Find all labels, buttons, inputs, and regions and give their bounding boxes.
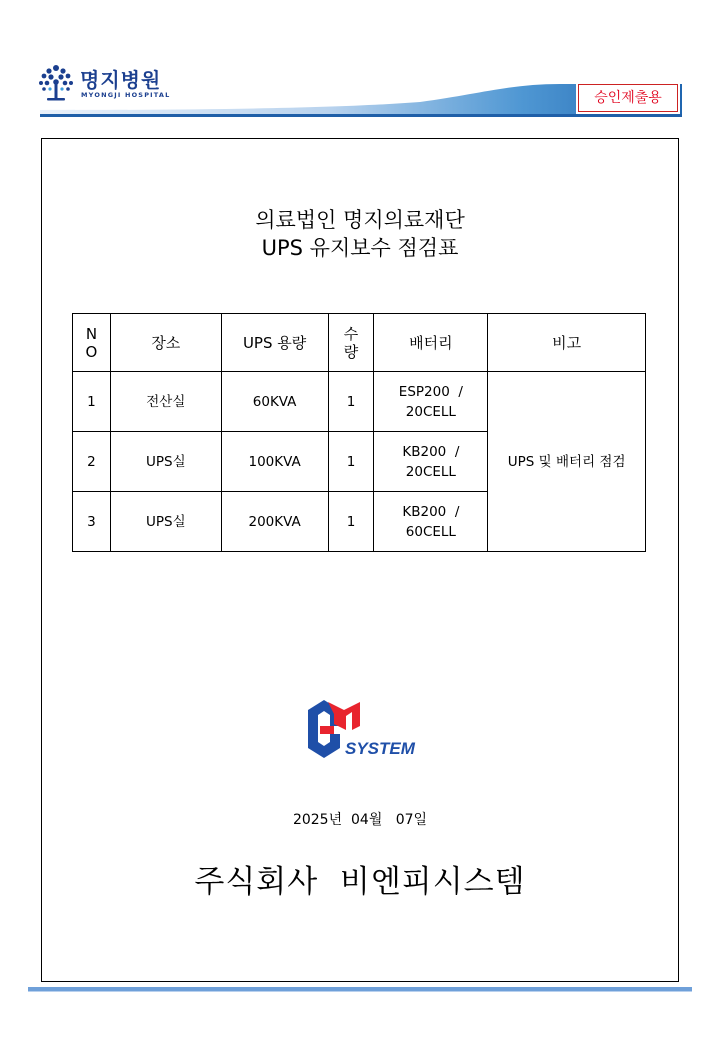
document-title-line1: 의료법인 명지의료재단 [255, 208, 465, 232]
cell-quantity: 1 [328, 372, 374, 432]
footer-divider-light [28, 991, 692, 992]
cell-no: 3 [73, 492, 111, 552]
header-location: 장소 [110, 314, 221, 372]
battery-model: KB200 / [402, 503, 460, 520]
cell-no: 2 [73, 432, 111, 492]
hospital-name: 명지병원 [80, 68, 162, 92]
bnp-logo-text: SYSTEM [345, 739, 415, 758]
battery-cells: 20CELL [405, 403, 456, 420]
header-remark: 비고 [488, 314, 646, 372]
cell-remark: UPS 및 배터리 점검 [488, 372, 646, 552]
battery-cells: 60CELL [405, 523, 456, 540]
ups-inspection-table [72, 313, 646, 552]
header-ups-capacity: UPS 용량 [221, 314, 328, 372]
cell-location: UPS실 [110, 432, 221, 492]
table-row [73, 372, 646, 432]
battery-model: KB200 / [402, 443, 460, 460]
cell-battery [374, 432, 488, 492]
document-title-line2: UPS 유지보수 점검표 [261, 236, 459, 260]
table-header-row [73, 314, 646, 372]
cell-no: 1 [73, 372, 111, 432]
hospital-name-english: MYONGJI HOSPITAL [81, 91, 171, 99]
cell-location: 전산실 [110, 372, 221, 432]
cell-battery [374, 372, 488, 432]
cell-quantity: 1 [328, 492, 374, 552]
bnp-system-logo [300, 696, 430, 762]
cell-location: UPS실 [110, 492, 221, 552]
company-name: 주식회사 비엔피시스템 [194, 864, 526, 900]
cell-capacity: 100KVA [221, 432, 328, 492]
header-quantity: 수 량 [328, 314, 374, 372]
header-battery: 배터리 [374, 314, 488, 372]
document-header [0, 0, 720, 125]
inspection-date: 2025년 04월 07일 [292, 812, 428, 828]
approval-badge: 승인제출용 [578, 84, 678, 112]
cell-capacity: 200KVA [221, 492, 328, 552]
cell-capacity: 60KVA [221, 372, 328, 432]
battery-model: ESP200 / [398, 383, 463, 400]
header-no: N O [73, 314, 111, 372]
cell-battery [374, 492, 488, 552]
battery-cells: 20CELL [405, 463, 456, 480]
cell-quantity: 1 [328, 432, 374, 492]
